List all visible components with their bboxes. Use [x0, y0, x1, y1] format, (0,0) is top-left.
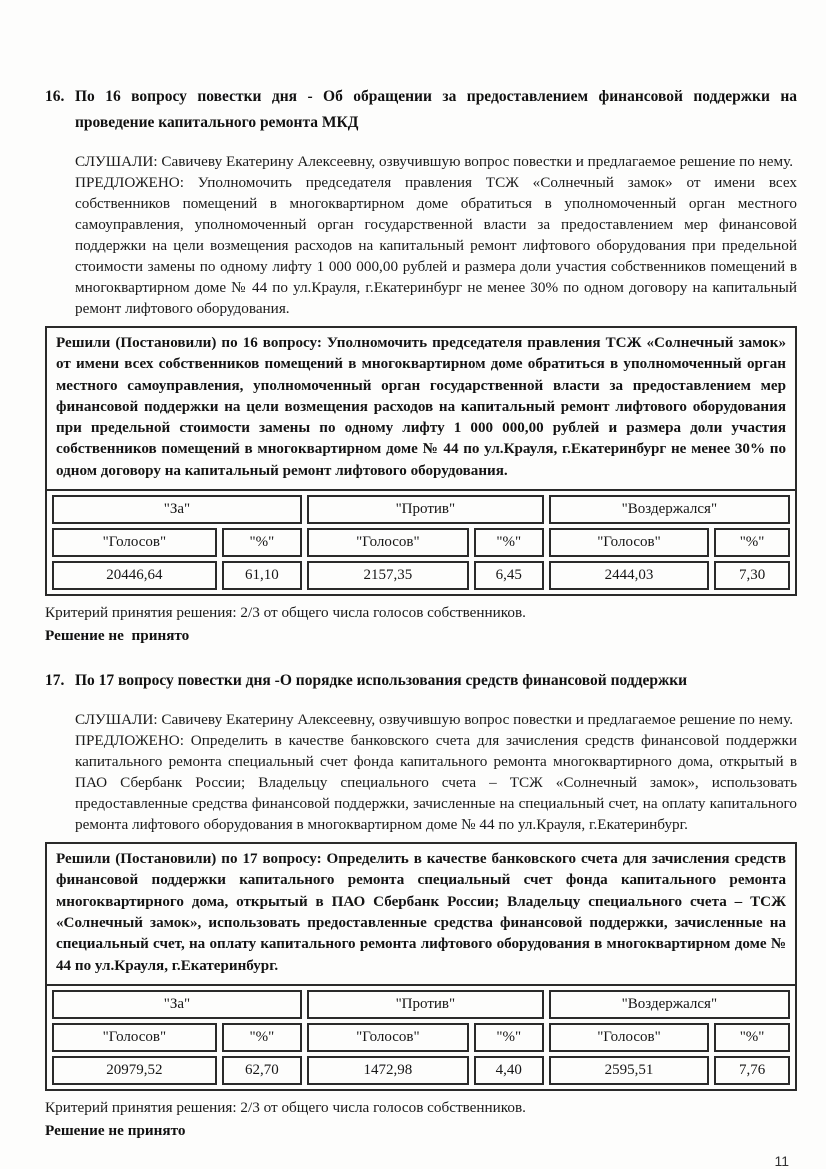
item-16-number: 16.	[45, 88, 65, 105]
table-row	[52, 528, 790, 557]
item-17-decision-text: Решили (Постановили) по 17 вопросу: Определить в качестве банковского счета для зачисления средств финансовой поддержки капитального ремонта специальный счет фонда капитального ремонта многоквартирного дома, открытый в ПАО Сбербанк России; Владельцу специального счета – ТСЖ «Солнечный замок», использовать предоставленные средства финансовой поддержки, зачисленные на специальный счет, на оплату капитального ремонта лифтового оборудования в многоквартирном доме № 44 по ул.Крауля, г.Екатеринбург.	[47, 844, 795, 986]
item-16-heading	[45, 84, 797, 136]
table-row	[52, 990, 790, 1019]
vote-header-protiv: "Против"	[307, 990, 544, 1019]
table-row	[52, 1023, 790, 1052]
votes-label-cell: "Голосов"	[52, 1023, 217, 1052]
item-16-vote-table	[47, 491, 795, 594]
item-16-listened-paragraph: СЛУШАЛИ: Савичеву Екатерину Алексеевну, озвучившую вопрос повестки и предлагаемое решение по нему.	[75, 153, 794, 170]
table-row	[52, 1056, 790, 1085]
item-17-decision-box	[45, 842, 797, 1091]
vote-header-za: "За"	[52, 990, 302, 1019]
item-16-decision-box	[45, 326, 797, 596]
votes-value-vozderzhalsya: 2595,51	[549, 1056, 709, 1085]
item-16-criteria: Критерий принятия решения: 2/3 от общего числа голосов собственников.	[45, 604, 526, 622]
item-17-criteria: Критерий принятия решения: 2/3 от общего числа голосов собственников.	[45, 1098, 526, 1116]
votes-value-protiv: 2157,35	[307, 561, 469, 590]
vote-header-vozderzhalsya: "Воздержался"	[549, 495, 790, 524]
item-16-title: По 16 вопросу повестки дня - Об обращении за предоставлением финансовой поддержки на проведение капитального ремонта МКД	[75, 88, 797, 131]
item-16-body	[75, 151, 797, 319]
votes-value-protiv: 1472,98	[307, 1056, 469, 1085]
percent-label-cell: "%"	[222, 1023, 302, 1052]
item-17-body	[75, 709, 797, 835]
agenda-item-17	[45, 668, 797, 1141]
table-row	[52, 495, 790, 524]
votes-value-za: 20979,52	[52, 1056, 217, 1085]
votes-value-vozderzhalsya: 2444,03	[549, 561, 709, 590]
item-16-decision-text: Решили (Постановили) по 16 вопросу: Уполномочить председателя правления ТСЖ «Солнечный замок» от имени всех собственников помещений в многоквартирном доме обратиться в уполномоченный орган местного самоуправления, уполномоченный орган государственной власти за предоставлением мер финансовой поддержки на цели возмещения расходов на капитальный ремонт лифтового оборудования при предельной стоимости замены по одному лифту 1 000 000,00 рублей и размера доли участия собственников помещений в многоквартирном доме № 44 по ул.Крауля, г.Екатеринбург не менее 30% по одном договору на капитальный ремонт лифтового оборудования.	[47, 328, 795, 491]
votes-value-za: 20446,64	[52, 561, 217, 590]
vote-header-protiv: "Против"	[307, 495, 544, 524]
vote-header-vozderzhalsya: "Воздержался"	[549, 990, 790, 1019]
percent-value-vozderzhalsya: 7,76	[714, 1056, 790, 1085]
votes-label-cell: "Голосов"	[52, 528, 217, 557]
item-17-vote-table	[47, 986, 795, 1089]
votes-label-cell: "Голосов"	[307, 528, 469, 557]
votes-label-cell: "Голосов"	[549, 528, 709, 557]
item-16-proposed-paragraph: ПРЕДЛОЖЕНО: Уполномочить председателя правления ТСЖ «Солнечный замок» от имени всех собственников помещений в многоквартирном доме обратиться в уполномоченный орган местного самоуправления, уполномоченный орган государственной власти за предоставлением мер финансовой поддержки на цели возмещения расходов на капитальный ремонт лифтового оборудования при предельной стоимости замены по одному лифту 1 000 000,00 рублей и размера доли участия собственников помещений в многоквартирном доме № 44 по ул.Крауля, г.Екатеринбург не менее 30% по одном договору на капитальный ремонт лифтового оборудования.	[75, 174, 797, 317]
percent-value-protiv: 6,45	[474, 561, 544, 590]
table-row	[52, 561, 790, 590]
agenda-item-16	[45, 84, 797, 646]
percent-label-cell: "%"	[714, 528, 790, 557]
percent-value-za: 61,10	[222, 561, 302, 590]
item-17-proposed-paragraph: ПРЕДЛОЖЕНО: Определить в качестве банковского счета для зачисления средств финансовой поддержки капитального ремонта специальный счет фонда капитального ремонта многоквартирного дома, открытый в ПАО Сбербанк России; Владельцу специального счета – ТСЖ «Солнечный замок», использовать предоставленные средства финансовой поддержки, зачисленные на специальный счет, на оплату капитального ремонта лифтового оборудования в многоквартирном доме № 44 по ул.Крауля, г.Екатеринбург.	[75, 732, 797, 834]
item-17-number: 17.	[45, 672, 65, 690]
votes-label-cell: "Голосов"	[307, 1023, 469, 1052]
percent-value-protiv: 4,40	[474, 1056, 544, 1085]
percent-value-vozderzhalsya: 7,30	[714, 561, 790, 590]
vote-header-za: "За"	[52, 495, 302, 524]
item-16-result: Решение не принято	[45, 627, 190, 645]
item-17-title: По 17 вопросу повестки дня -О порядке использования средств финансовой поддержки	[75, 672, 688, 690]
percent-label-cell: "%"	[714, 1023, 790, 1052]
item-17-heading	[45, 668, 797, 694]
votes-label-cell: "Голосов"	[549, 1023, 709, 1052]
percent-label-cell: "%"	[222, 528, 302, 557]
item-17-result: Решение не принято	[45, 1121, 186, 1139]
percent-label-cell: "%"	[474, 1023, 544, 1052]
item-17-listened-paragraph: СЛУШАЛИ: Савичеву Екатерину Алексеевну, озвучившую вопрос повестки и предлагаемое решение по нему.	[75, 711, 794, 729]
percent-label-cell: "%"	[474, 528, 544, 557]
percent-value-za: 62,70	[222, 1056, 302, 1085]
page-number: 11	[774, 1152, 789, 1169]
